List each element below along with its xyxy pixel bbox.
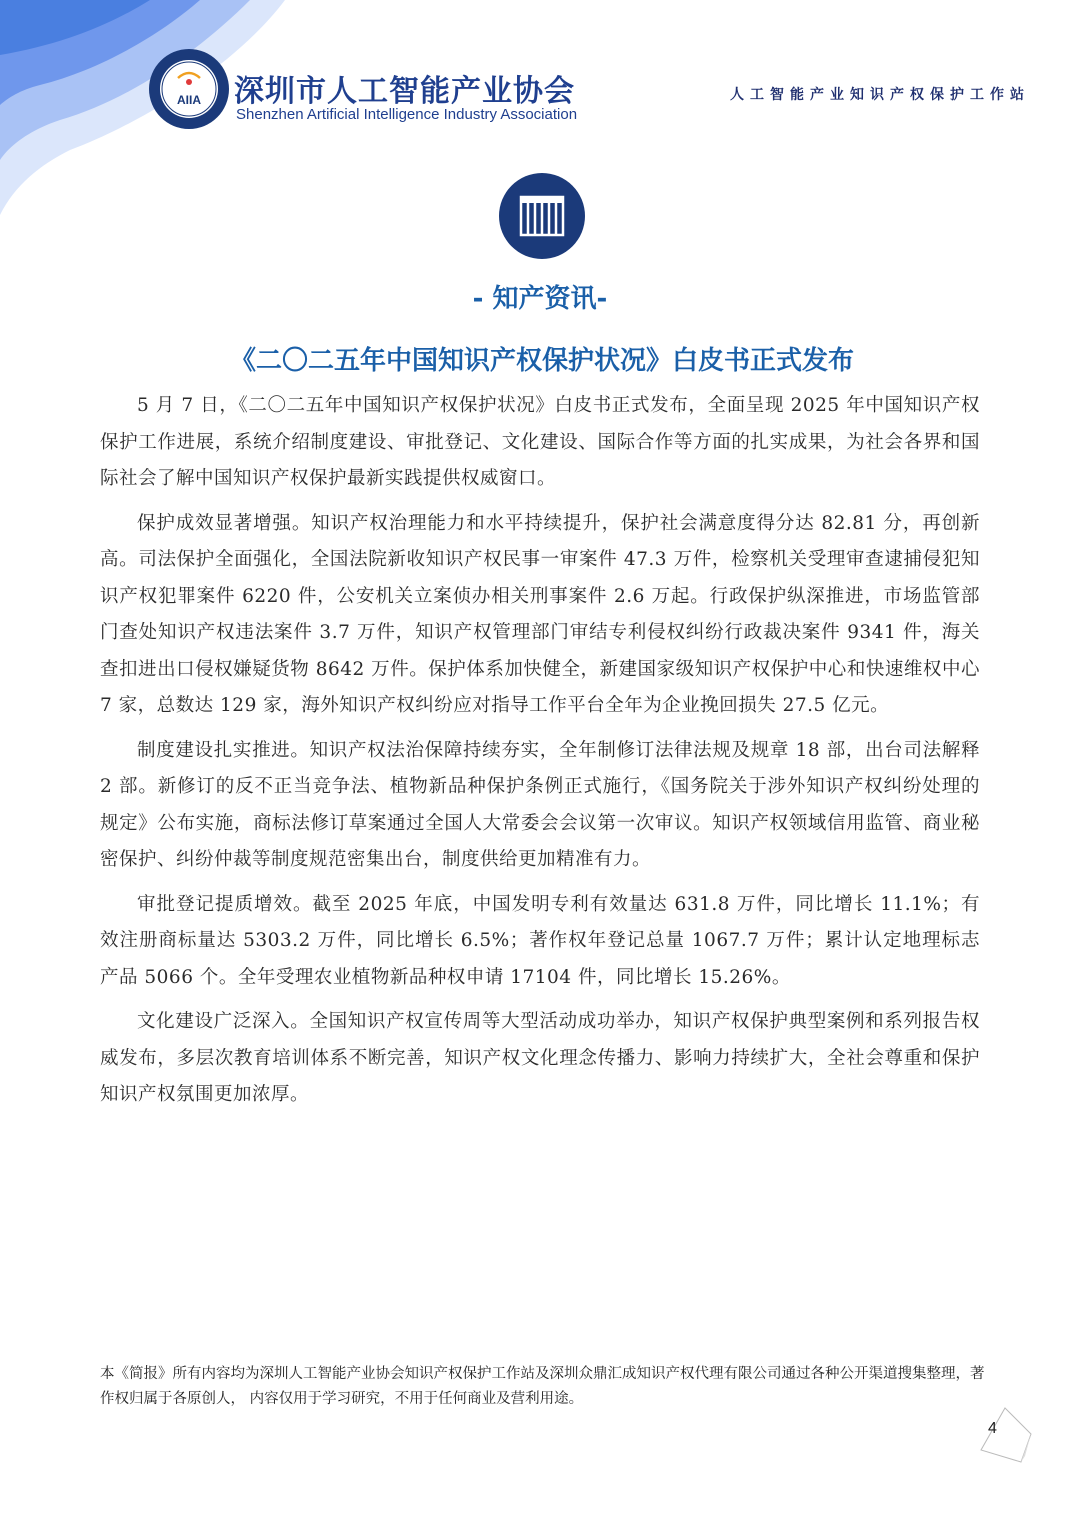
page-curl-icon bbox=[975, 1406, 1035, 1466]
building-gate-icon bbox=[499, 173, 585, 259]
footer-disclaimer: 本《简报》所有内容均为深圳人工智能产业协会知识产权保护工作站及深圳众鼎汇成知识产权代理有限公司通过各种公开渠道搜集整理，著作权归属于各原创人， 内容仅用于学习研究，不用于任何商业及营利用途。 bbox=[100, 1366, 985, 1407]
paragraph: 5 月 7 日，《二〇二五年中国知识产权保护状况》白皮书正式发布，全面呈现 2025 年中国知识产权保护工作进展，系统介绍制度建设、审批登记、文化建设、国际合作等方面的扎实成果，为社会各界和国际社会了解中国知识产权保护最新实践提供权威窗口。 bbox=[100, 395, 980, 489]
station-name: 人工智能产业知识产权保护工作站 bbox=[730, 87, 1030, 103]
paragraph: 审批登记提质增效。截至 2025 年底，中国发明专利有效量达 631.8 万件，同比增长 11.1%；有效注册商标量达 5303.2 万件，同比增长 6.5%；著作权年登记总量 1067.7 万件；累计认定地理标志产品 5066 个。全年受理农业植物新品种权申请 17104 件，同比增长 15.26%。 bbox=[100, 893, 980, 988]
association-seal-icon bbox=[148, 48, 230, 130]
org-name-en: Shenzhen Artificial Intelligence Industry Association bbox=[236, 106, 578, 123]
org-name-cn: 深圳市人工智能产业协会 bbox=[234, 74, 575, 109]
logo-text: AIIA bbox=[177, 93, 201, 107]
article-body bbox=[100, 388, 980, 1122]
page-number: 4 bbox=[988, 1420, 997, 1437]
paragraph: 保护成效显著增强。知识产权治理能力和水平持续提升，保护社会满意度得分达 82.81 分，再创新高。司法保护全面强化，全国法院新收知识产权民事一审案件 47.3 万件，检察机关受理审查逮捕侵犯知识产权犯罪案件 6220 件，公安机关立案侦办相关刑事案件 2.6 万起。行政保护纵深推进，市场监管部门查处知识产权违法案件 3.7 万件，知识产权管理部门审结专利侵权纠纷行政裁决案件 9341 件，海关查扣进出口侵权嫌疑货物 8642 万件。保护体系加快健全，新建国家级知识产权保护中心和快速维权中心 7 家，总数达 129 家，海外知识产权纠纷应对指导工作平台全年为企业挽回损失 27.5 亿元。 bbox=[100, 512, 980, 716]
section-label: - 知产资讯- bbox=[472, 284, 608, 314]
article-title: 《二〇二五年中国知识产权保护状况》白皮书正式发布 bbox=[230, 346, 855, 376]
paragraph: 文化建设广泛深入。全国知识产权宣传周等大型活动成功举办，知识产权保护典型案例和系列报告权威发布，多层次教育培训体系不断完善，知识产权文化理念传播力、影响力持续扩大，全社会尊重和保护知识产权氛围更加浓厚。 bbox=[100, 1011, 980, 1105]
paragraph: 制度建设扎实推进。知识产权法治保障持续夯实，全年制修订法律法规及规章 18 部，出台司法解释 2 部。新修订的反不正当竞争法、植物新品种保护条例正式施行，《国务院关于涉外知识产权纠纷处理的规定》公布实施，商标法修订草案通过全国人大常委会会议第一次审议。知识产权领域信用监管、商业秘密保护、纠纷仲裁等制度规范密集出台，制度供给更加精准有力。 bbox=[100, 739, 980, 870]
